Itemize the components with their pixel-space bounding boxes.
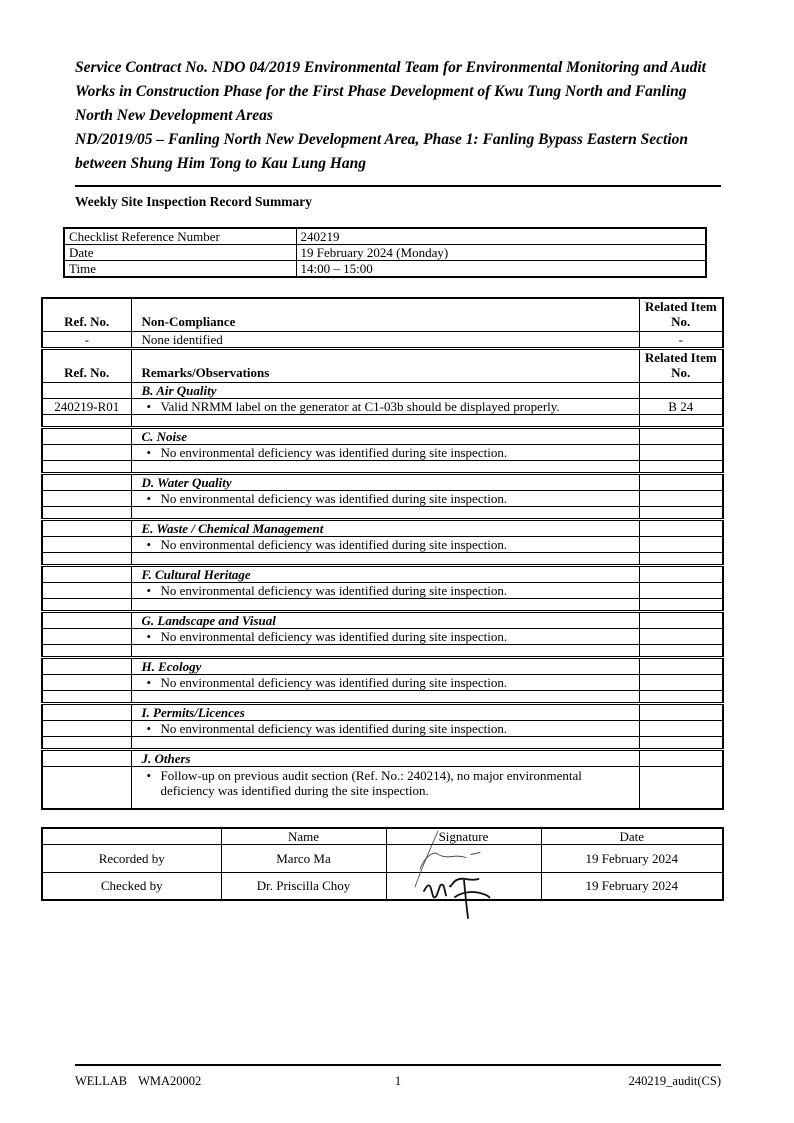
ref-no-cell xyxy=(42,566,131,583)
remark-text: No environmental deficiency was identified during site inspection. xyxy=(160,675,508,690)
ref-no-cell xyxy=(42,675,131,691)
inspection-row-section xyxy=(42,428,723,445)
remarks-cell xyxy=(131,399,639,415)
signature-header-row xyxy=(42,828,723,845)
ref-no-cell: - xyxy=(42,332,131,349)
footer-divider xyxy=(75,1064,721,1066)
inspection-row-empty xyxy=(42,553,723,566)
info-label: Checklist Reference Number xyxy=(64,228,296,245)
ref-no-cell xyxy=(42,612,131,629)
signature-cell xyxy=(386,872,541,900)
inspection-row-bullet xyxy=(42,537,723,553)
remarks-cell xyxy=(131,737,639,750)
remarks-cell xyxy=(131,507,639,520)
info-value: 14:00 – 15:00 xyxy=(296,261,706,278)
inspection-row-bullet xyxy=(42,721,723,737)
signatory-name: Marco Ma xyxy=(221,844,386,872)
related-item-cell: - xyxy=(639,332,723,349)
ref-no-cell: Ref. No. xyxy=(42,349,131,383)
remarks-cell xyxy=(131,583,639,599)
remarks-cell xyxy=(131,691,639,704)
inspection-row-header xyxy=(42,349,723,383)
related-item-cell xyxy=(639,566,723,583)
remarks-cell xyxy=(131,553,639,566)
bullet-icon: • xyxy=(146,537,152,552)
ref-no-cell xyxy=(42,737,131,750)
footer-file-reference: 240219_audit(CS) xyxy=(628,1074,721,1088)
related-item-cell xyxy=(639,415,723,428)
page-number: 1 xyxy=(394,1074,402,1088)
signature-header-cell xyxy=(42,828,221,845)
related-item-cell xyxy=(639,491,723,507)
related-item-cell xyxy=(639,629,723,645)
ref-no-cell xyxy=(42,704,131,721)
section-heading-cell: E. Waste / Chemical Management xyxy=(131,520,639,537)
signature-row xyxy=(42,872,723,900)
inspection-row-empty xyxy=(42,599,723,612)
footer xyxy=(75,1074,721,1089)
remarks-cell: Non-Compliance xyxy=(131,298,639,332)
ref-no-cell xyxy=(42,599,131,612)
inspection-row-bullet xyxy=(42,445,723,461)
ref-no-cell xyxy=(42,461,131,474)
section-heading-cell: H. Ecology xyxy=(131,658,639,675)
related-item-cell xyxy=(639,474,723,491)
section-heading-cell: I. Permits/Licences xyxy=(131,704,639,721)
section-heading-cell: G. Landscape and Visual xyxy=(131,612,639,629)
bullet-icon: • xyxy=(146,675,152,690)
page-title: Weekly Site Inspection Record Summary xyxy=(75,194,312,209)
related-item-cell xyxy=(639,767,723,809)
remarks-cell xyxy=(131,645,639,658)
contract-header xyxy=(75,56,721,176)
bullet-icon: • xyxy=(146,629,152,644)
remarks-cell xyxy=(131,675,639,691)
ref-no-cell: 240219-R01 xyxy=(42,399,131,415)
related-item-cell xyxy=(639,599,723,612)
related-item-cell xyxy=(639,383,723,399)
related-item-cell xyxy=(639,691,723,704)
info-row xyxy=(64,261,706,278)
inspection-row-section xyxy=(42,612,723,629)
ref-no-cell xyxy=(42,507,131,520)
bullet-icon: • xyxy=(146,445,152,460)
inspection-row-empty xyxy=(42,691,723,704)
ref-no-cell xyxy=(42,537,131,553)
inspection-row-bullet xyxy=(42,399,723,415)
signature-date: 19 February 2024 xyxy=(541,844,723,872)
bullet-icon: • xyxy=(146,583,152,598)
remarks-cell xyxy=(131,599,639,612)
remarks-cell xyxy=(131,767,639,809)
inspection-row-data xyxy=(42,332,723,349)
remarks-cell: None identified xyxy=(131,332,639,349)
signature-header-cell: Name xyxy=(221,828,386,845)
signature-table xyxy=(41,827,724,902)
ref-no-cell xyxy=(42,445,131,461)
inspection-row-bullet xyxy=(42,629,723,645)
remarks-cell xyxy=(131,721,639,737)
ref-no-cell xyxy=(42,750,131,767)
remark-text: No environmental deficiency was identified during site inspection. xyxy=(160,491,508,506)
related-item-cell xyxy=(639,737,723,750)
remark-text: No environmental deficiency was identified during site inspection. xyxy=(160,629,508,644)
inspection-row-bullet xyxy=(42,583,723,599)
related-item-cell xyxy=(639,583,723,599)
related-item-cell xyxy=(639,612,723,629)
ref-no-cell xyxy=(42,583,131,599)
related-item-cell xyxy=(639,428,723,445)
ref-no-cell xyxy=(42,474,131,491)
remarks-cell xyxy=(131,629,639,645)
ref-no-cell xyxy=(42,491,131,507)
remarks-cell xyxy=(131,537,639,553)
remark-text: No environmental deficiency was identified during site inspection. xyxy=(160,445,508,460)
inspection-row-empty xyxy=(42,461,723,474)
related-item-cell xyxy=(639,553,723,566)
info-row xyxy=(64,228,706,245)
checklist-info-body xyxy=(64,228,706,277)
inspection-row-empty xyxy=(42,737,723,750)
footer-document-code: WMA20002 xyxy=(138,1074,202,1088)
section-heading-cell: J. Others xyxy=(131,750,639,767)
remarks-cell xyxy=(131,461,639,474)
ref-no-cell xyxy=(42,767,131,809)
signature-header-cell: Signature xyxy=(386,828,541,845)
bullet-icon: • xyxy=(146,721,152,736)
related-item-cell xyxy=(639,520,723,537)
related-item-cell xyxy=(639,750,723,767)
inspection-row-empty xyxy=(42,507,723,520)
inspection-row-section xyxy=(42,474,723,491)
ref-no-cell xyxy=(42,415,131,428)
inspection-row-section xyxy=(42,520,723,537)
related-item-cell xyxy=(639,507,723,520)
ref-no-cell xyxy=(42,629,131,645)
remark-text: Follow-up on previous audit section (Ref. No.: 240214), no major environmental deficiency was identified during the site inspection. xyxy=(160,768,582,798)
signatory-name: Dr. Priscilla Choy xyxy=(221,872,386,900)
related-item-cell: Related Item No. xyxy=(639,349,723,383)
related-item-cell xyxy=(639,721,723,737)
header-divider xyxy=(75,185,721,187)
checklist-info-table xyxy=(63,227,707,278)
inspection-row-section xyxy=(42,383,723,399)
footer-left-group xyxy=(75,1074,315,1089)
contract-title-line: Service Contract No. NDO 04/2019 Environmental Team for Environmental Monitoring and Audit Works in Construction Phase for the First Phase Development of Kwu Tung North and Fanling North New Development Areas xyxy=(75,59,706,124)
signatory-role: Checked by xyxy=(42,872,221,900)
remark-text: Valid NRMM label on the generator at C1-03b should be displayed properly. xyxy=(160,399,560,414)
remarks-cell xyxy=(131,415,639,428)
info-value: 19 February 2024 (Monday) xyxy=(296,245,706,261)
signature-cell xyxy=(386,844,541,872)
remark-text: No environmental deficiency was identified during site inspection. xyxy=(160,537,508,552)
related-item-cell xyxy=(639,645,723,658)
info-row xyxy=(64,245,706,261)
info-label: Date xyxy=(64,245,296,261)
footer-company: WELLAB xyxy=(75,1074,128,1088)
contract-subtitle-line: ND/2019/05 – Fanling North New Development Area, Phase 1: Fanling Bypass Eastern Section between Shung Him Tong to Kau Lung Hang xyxy=(75,131,689,172)
remarks-cell xyxy=(131,445,639,461)
inspection-row-section xyxy=(42,658,723,675)
inspection-row-section xyxy=(42,750,723,767)
ref-no-cell xyxy=(42,645,131,658)
signature-date: 19 February 2024 xyxy=(541,872,723,900)
ref-no-cell xyxy=(42,520,131,537)
section-heading-cell: B. Air Quality xyxy=(131,383,639,399)
related-item-cell xyxy=(639,658,723,675)
inspection-row-section xyxy=(42,704,723,721)
signature-row xyxy=(42,844,723,872)
ref-no-cell xyxy=(42,721,131,737)
remark-text: No environmental deficiency was identified during site inspection. xyxy=(160,583,508,598)
remarks-cell xyxy=(131,491,639,507)
info-label: Time xyxy=(64,261,296,278)
related-item-cell xyxy=(639,537,723,553)
section-heading-cell: C. Noise xyxy=(131,428,639,445)
signatory-role: Recorded by xyxy=(42,844,221,872)
ref-no-cell xyxy=(42,658,131,675)
signature-table-body xyxy=(42,828,723,901)
related-item-cell xyxy=(639,704,723,721)
bullet-icon: • xyxy=(146,491,152,506)
inspection-row-empty xyxy=(42,645,723,658)
ref-no-cell: Ref. No. xyxy=(42,298,131,332)
remarks-cell: Remarks/Observations xyxy=(131,349,639,383)
section-heading-cell: F. Cultural Heritage xyxy=(131,566,639,583)
ref-no-cell xyxy=(42,428,131,445)
related-item-cell xyxy=(639,461,723,474)
inspection-row-bullet xyxy=(42,767,723,809)
section-heading-cell: D. Water Quality xyxy=(131,474,639,491)
inspection-row-header xyxy=(42,298,723,332)
inspection-row-bullet xyxy=(42,675,723,691)
related-item-cell xyxy=(639,445,723,461)
ref-no-cell xyxy=(42,691,131,704)
inspection-table xyxy=(41,297,724,810)
related-item-cell: Related Item No. xyxy=(639,298,723,332)
signature-header-cell: Date xyxy=(541,828,723,845)
ref-no-cell xyxy=(42,553,131,566)
inspection-row-empty xyxy=(42,415,723,428)
bullet-icon: • xyxy=(146,399,152,414)
bullet-icon: • xyxy=(146,768,152,783)
inspection-table-body xyxy=(42,298,723,809)
related-item-cell xyxy=(639,675,723,691)
info-value: 240219 xyxy=(296,228,706,245)
inspection-row-bullet xyxy=(42,491,723,507)
remark-text: No environmental deficiency was identified during site inspection. xyxy=(160,721,508,736)
ref-no-cell xyxy=(42,383,131,399)
related-item-cell: B 24 xyxy=(639,399,723,415)
inspection-row-section xyxy=(42,566,723,583)
